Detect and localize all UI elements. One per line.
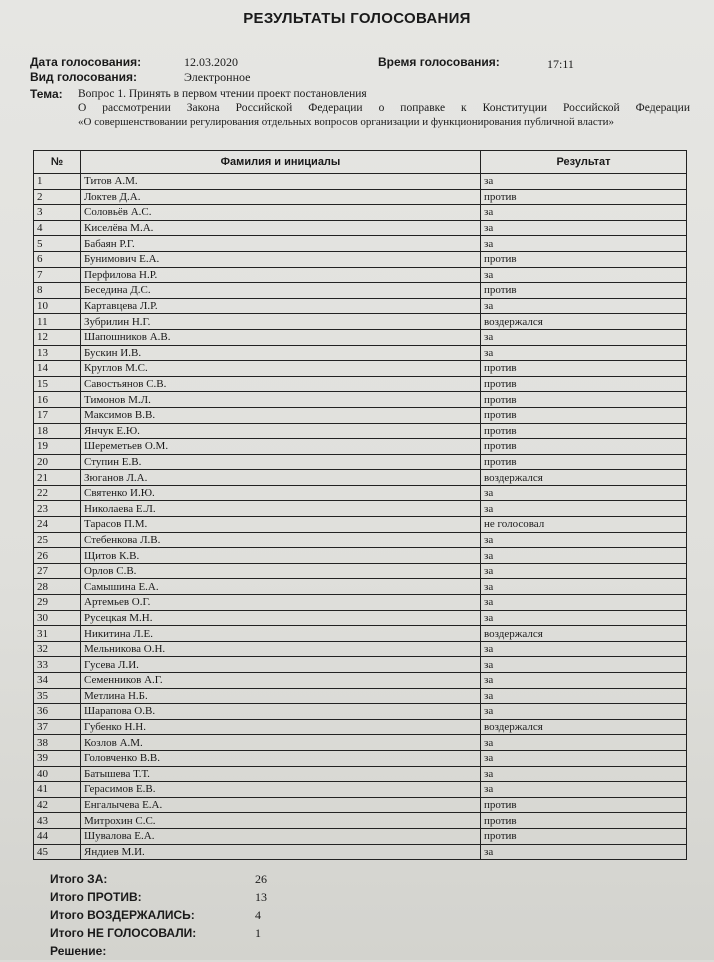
- table-row: [34, 174, 687, 190]
- deputy-name: Зюганов Л.А.: [81, 470, 481, 486]
- row-number: 45: [34, 844, 81, 860]
- document-title: РЕЗУЛЬТАТЫ ГОЛОСОВАНИЯ: [243, 10, 471, 27]
- table-row: [34, 548, 687, 564]
- vote-result: против: [481, 189, 687, 205]
- topic-label: Тема:: [30, 87, 63, 101]
- deputy-name: Локтев Д.А.: [81, 189, 481, 205]
- deputy-name: Круглов М.С.: [81, 361, 481, 377]
- deputy-name: Соловьёв А.С.: [81, 205, 481, 221]
- row-number: 24: [34, 517, 81, 533]
- row-number: 43: [34, 813, 81, 829]
- deputy-name: Метлина Н.Б.: [81, 688, 481, 704]
- row-number: 30: [34, 610, 81, 626]
- deputy-name: Щитов К.В.: [81, 548, 481, 564]
- deputy-name: Максимов В.В.: [81, 407, 481, 423]
- table-row: [34, 828, 687, 844]
- table-row: [34, 782, 687, 798]
- row-number: 25: [34, 532, 81, 548]
- vote-result: за: [481, 673, 687, 689]
- row-number: 22: [34, 485, 81, 501]
- row-number: 27: [34, 563, 81, 579]
- vote-result: за: [481, 501, 687, 517]
- table-row: [34, 719, 687, 735]
- table-row: [34, 470, 687, 486]
- table-row: [34, 797, 687, 813]
- deputy-name: Титов А.М.: [81, 174, 481, 190]
- row-number: 28: [34, 579, 81, 595]
- row-number: 10: [34, 298, 81, 314]
- row-number: 42: [34, 797, 81, 813]
- row-number: 18: [34, 423, 81, 439]
- total-for-label: Итого ЗА:: [50, 872, 108, 886]
- deputy-name: Картавцева Л.Р.: [81, 298, 481, 314]
- row-number: 19: [34, 439, 81, 455]
- table-row: [34, 657, 687, 673]
- vote-result: за: [481, 595, 687, 611]
- deputy-name: Бабаян Р.Г.: [81, 236, 481, 252]
- table-row: [34, 735, 687, 751]
- vote-result: против: [481, 454, 687, 470]
- deputy-name: Савостьянов С.В.: [81, 376, 481, 392]
- deputy-name: Ступин Е.В.: [81, 454, 481, 470]
- vote-result: против: [481, 439, 687, 455]
- vote-result: не голосовал: [481, 517, 687, 533]
- table-row: [34, 610, 687, 626]
- deputy-name: Шапошников А.В.: [81, 329, 481, 345]
- table-row: [34, 251, 687, 267]
- vote-result: воздержался: [481, 719, 687, 735]
- deputy-name: Батышева Т.Т.: [81, 766, 481, 782]
- table-row: [34, 376, 687, 392]
- vote-result: за: [481, 174, 687, 190]
- row-number: 12: [34, 329, 81, 345]
- table-row: [34, 361, 687, 377]
- row-number: 23: [34, 501, 81, 517]
- table-row: [34, 579, 687, 595]
- vote-result: против: [481, 283, 687, 299]
- deputy-name: Киселёва М.А.: [81, 220, 481, 236]
- deputy-name: Стебенкова Л.В.: [81, 532, 481, 548]
- deputy-name: Зубрилин Н.Г.: [81, 314, 481, 330]
- total-against-label: Итого ПРОТИВ:: [50, 890, 142, 904]
- vote-result: за: [481, 766, 687, 782]
- table-row: [34, 844, 687, 860]
- deputy-name: Шувалова Е.А.: [81, 828, 481, 844]
- table-row: [34, 626, 687, 642]
- total-for-value: 26: [255, 872, 267, 886]
- vote-result: против: [481, 797, 687, 813]
- row-number: 20: [34, 454, 81, 470]
- vote-result: за: [481, 329, 687, 345]
- deputy-name: Николаева Е.Л.: [81, 501, 481, 517]
- table-row: [34, 704, 687, 720]
- topic-line-3: «О совершенствовании регулирования отдельных вопросов организации и функционирования публичной власти»: [78, 116, 614, 128]
- vote-result: против: [481, 423, 687, 439]
- decision-label: Решение:: [50, 944, 107, 958]
- deputy-name: Бускин И.В.: [81, 345, 481, 361]
- vote-result: за: [481, 548, 687, 564]
- vote-time-label: Время голосования:: [378, 55, 500, 69]
- topic-line-2: О рассмотрении Закона Российской Федерации о поправке к Конституции Российской Федерации: [78, 102, 690, 114]
- deputy-name: Перфилова Н.Р.: [81, 267, 481, 283]
- deputy-name: Семенников А.Г.: [81, 673, 481, 689]
- row-number: 11: [34, 314, 81, 330]
- deputy-name: Гусева Л.И.: [81, 657, 481, 673]
- row-number: 2: [34, 189, 81, 205]
- table-row: [34, 766, 687, 782]
- table-row: [34, 423, 687, 439]
- total-against-value: 13: [255, 890, 267, 904]
- table-row: [34, 485, 687, 501]
- table-row: [34, 236, 687, 252]
- table-row: [34, 298, 687, 314]
- row-number: 39: [34, 750, 81, 766]
- row-number: 40: [34, 766, 81, 782]
- votes-table: [33, 150, 687, 860]
- vote-result: за: [481, 579, 687, 595]
- table-row: [34, 205, 687, 221]
- vote-result: против: [481, 392, 687, 408]
- vote-result: за: [481, 205, 687, 221]
- row-number: 5: [34, 236, 81, 252]
- deputy-name: Святенко И.Ю.: [81, 485, 481, 501]
- vote-result: за: [481, 220, 687, 236]
- votes-table-body: [34, 174, 687, 860]
- deputy-name: Шереметьев О.М.: [81, 439, 481, 455]
- table-row: [34, 454, 687, 470]
- vote-result: за: [481, 704, 687, 720]
- row-number: 8: [34, 283, 81, 299]
- deputy-name: Герасимов Е.В.: [81, 782, 481, 798]
- row-number: 44: [34, 828, 81, 844]
- deputy-name: Губенко Н.Н.: [81, 719, 481, 735]
- vote-result: за: [481, 236, 687, 252]
- table-row: [34, 501, 687, 517]
- vote-date-value: 12.03.2020: [184, 55, 238, 69]
- vote-result: воздержался: [481, 314, 687, 330]
- deputy-name: Енгалычева Е.А.: [81, 797, 481, 813]
- table-header-row: [34, 151, 687, 174]
- row-number: 33: [34, 657, 81, 673]
- vote-result: за: [481, 782, 687, 798]
- vote-result: за: [481, 641, 687, 657]
- deputy-name: Никитина Л.Е.: [81, 626, 481, 642]
- row-number: 38: [34, 735, 81, 751]
- row-number: 17: [34, 407, 81, 423]
- row-number: 36: [34, 704, 81, 720]
- row-number: 6: [34, 251, 81, 267]
- table-row: [34, 563, 687, 579]
- total-abstained-label: Итого ВОЗДЕРЖАЛИСЬ:: [50, 908, 195, 922]
- total-abstained-value: 4: [255, 908, 261, 922]
- total-not-voted-label: Итого НЕ ГОЛОСОВАЛИ:: [50, 926, 197, 940]
- column-header-number: №: [34, 151, 81, 174]
- deputy-name: Беседина Д.С.: [81, 283, 481, 299]
- table-row: [34, 283, 687, 299]
- row-number: 7: [34, 267, 81, 283]
- vote-result: за: [481, 610, 687, 626]
- vote-result: за: [481, 532, 687, 548]
- deputy-name: Шарапова О.В.: [81, 704, 481, 720]
- table-row: [34, 267, 687, 283]
- row-number: 14: [34, 361, 81, 377]
- deputy-name: Мельникова О.Н.: [81, 641, 481, 657]
- vote-date-label: Дата голосования:: [30, 55, 142, 69]
- row-number: 3: [34, 205, 81, 221]
- deputy-name: Козлов А.М.: [81, 735, 481, 751]
- table-row: [34, 517, 687, 533]
- table-row: [34, 407, 687, 423]
- vote-result: за: [481, 563, 687, 579]
- vote-result: за: [481, 267, 687, 283]
- row-number: 16: [34, 392, 81, 408]
- table-row: [34, 595, 687, 611]
- row-number: 31: [34, 626, 81, 642]
- vote-result: против: [481, 361, 687, 377]
- vote-result: воздержался: [481, 470, 687, 486]
- table-row: [34, 641, 687, 657]
- deputy-name: Бунимович Е.А.: [81, 251, 481, 267]
- table-row: [34, 392, 687, 408]
- vote-result: против: [481, 407, 687, 423]
- table-row: [34, 345, 687, 361]
- table-row: [34, 189, 687, 205]
- vote-result: против: [481, 828, 687, 844]
- table-row: [34, 329, 687, 345]
- row-number: 35: [34, 688, 81, 704]
- row-number: 13: [34, 345, 81, 361]
- vote-result: воздержался: [481, 626, 687, 642]
- vote-result: против: [481, 813, 687, 829]
- deputy-name: Артемьев О.Г.: [81, 595, 481, 611]
- deputy-name: Янчук Е.Ю.: [81, 423, 481, 439]
- vote-result: за: [481, 298, 687, 314]
- table-row: [34, 750, 687, 766]
- deputy-name: Головченко В.В.: [81, 750, 481, 766]
- column-header-result: Результат: [481, 151, 687, 174]
- total-not-voted-value: 1: [255, 926, 261, 940]
- column-header-name: Фамилия и инициалы: [81, 151, 481, 174]
- vote-result: за: [481, 657, 687, 673]
- deputy-name: Митрохин С.С.: [81, 813, 481, 829]
- vote-kind-label: Вид голосования:: [30, 70, 138, 84]
- deputy-name: Русецкая М.Н.: [81, 610, 481, 626]
- row-number: 41: [34, 782, 81, 798]
- vote-result: за: [481, 345, 687, 361]
- row-number: 29: [34, 595, 81, 611]
- vote-result: против: [481, 376, 687, 392]
- vote-result: за: [481, 688, 687, 704]
- deputy-name: Тарасов П.М.: [81, 517, 481, 533]
- vote-result: за: [481, 485, 687, 501]
- vote-time-value: 17:11: [547, 57, 574, 71]
- row-number: 34: [34, 673, 81, 689]
- deputy-name: Самышина Е.А.: [81, 579, 481, 595]
- row-number: 26: [34, 548, 81, 564]
- row-number: 4: [34, 220, 81, 236]
- vote-result: за: [481, 750, 687, 766]
- table-row: [34, 314, 687, 330]
- vote-result: против: [481, 251, 687, 267]
- table-row: [34, 532, 687, 548]
- row-number: 15: [34, 376, 81, 392]
- deputy-name: Тимонов М.Л.: [81, 392, 481, 408]
- row-number: 21: [34, 470, 81, 486]
- table-row: [34, 688, 687, 704]
- deputy-name: Яндиев М.И.: [81, 844, 481, 860]
- vote-result: за: [481, 844, 687, 860]
- table-row: [34, 220, 687, 236]
- row-number: 1: [34, 174, 81, 190]
- deputy-name: Орлов С.В.: [81, 563, 481, 579]
- table-row: [34, 813, 687, 829]
- vote-kind-value: Электронное: [184, 70, 251, 84]
- row-number: 32: [34, 641, 81, 657]
- row-number: 37: [34, 719, 81, 735]
- topic-line-1: Вопрос 1. Принять в первом чтении проект постановления: [78, 88, 367, 100]
- table-row: [34, 439, 687, 455]
- vote-result: за: [481, 735, 687, 751]
- table-row: [34, 673, 687, 689]
